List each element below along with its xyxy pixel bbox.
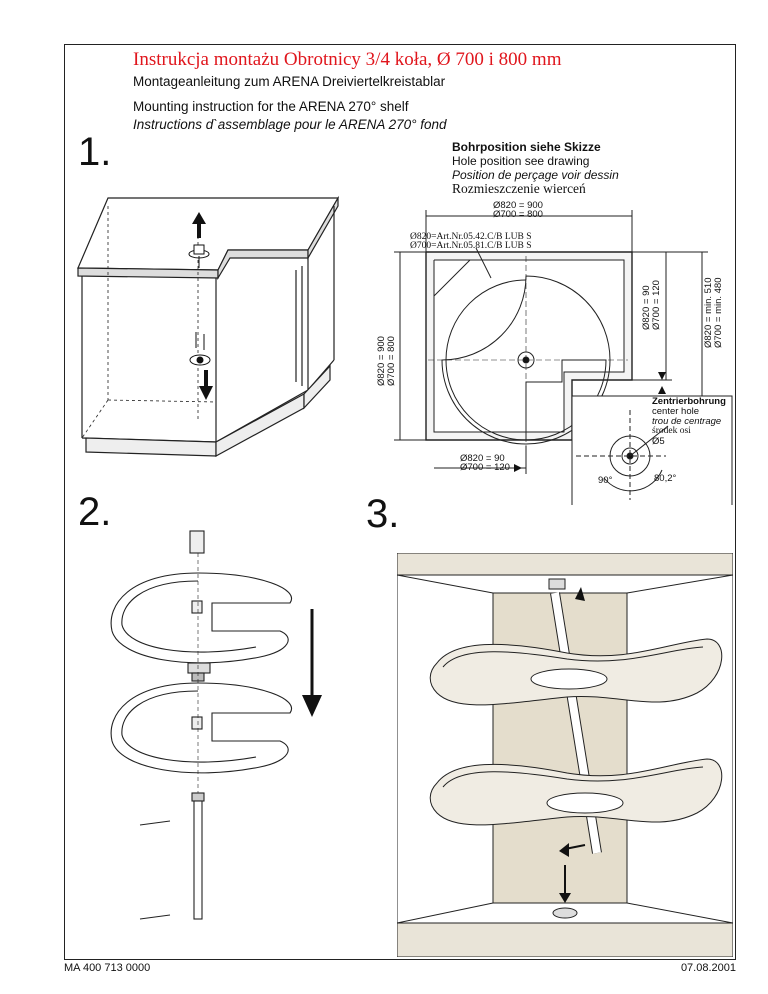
dim-right2-820: Ø820 = min. 510 — [703, 277, 714, 348]
dim-top-820: Ø820 = 900 — [493, 200, 543, 211]
step-2-number: 2. — [78, 490, 112, 534]
footer-date: 07.08.2001 — [680, 962, 736, 974]
center-hole-fr: trou de centrage — [652, 416, 722, 427]
footer-document-number: MA 400 713 0000 — [64, 962, 151, 974]
step-1-number: 1. — [78, 130, 112, 174]
art-number-700: Ø700=Art.Nr.05.81.C/B LUB S — [410, 241, 532, 251]
dim-top-700: Ø700 = 800 — [493, 209, 543, 220]
dim-left-700: Ø700 = 800 — [386, 336, 397, 386]
center-hole-pl: środek osi — [652, 426, 691, 436]
dim-right1-820: Ø820 = 90 — [641, 285, 652, 330]
hole-position-heading — [452, 140, 619, 196]
step2-exploded-drawing — [100, 525, 340, 945]
dim-right2-700: Ø700 = min. 480 — [713, 277, 724, 348]
dim-bottom-700: Ø700 = 120 — [460, 462, 510, 473]
angle-90: 90° — [598, 475, 613, 486]
dim-right1-700: Ø700 = 120 — [651, 280, 662, 330]
step3-installed-drawing — [397, 553, 733, 957]
dim-left-820: Ø820 = 900 — [376, 336, 387, 386]
angle-80-2: 80,2° — [654, 473, 677, 484]
center-hole-de: Zentrierbohrung — [652, 396, 726, 407]
title-english: Mounting instruction for the ARENA 270° shelf — [133, 99, 409, 114]
hole-position-de: Bohrposition siehe Skizze — [452, 140, 601, 154]
title-polish: Instrukcja montażu Obrotnicy 3/4 koła, Ø 700 i 800 mm — [133, 49, 562, 70]
step-3-number: 3. — [366, 492, 400, 536]
dim-bottom-820: Ø820 = 90 — [460, 453, 505, 464]
title-german: Montageanleitung zum ARENA Dreiviertelkreistablar — [133, 74, 446, 89]
title-french: Instructions d`assemblage pour le ARENA 270° fond — [133, 117, 447, 132]
hole-position-pl: Rozmieszczenie wierceń — [452, 181, 586, 196]
hole-position-en: Hole position see drawing — [452, 154, 590, 168]
art-number-820: Ø820=Art.Nr.05.42.C/B LUB S — [410, 232, 532, 242]
step1-cabinet-drawing — [68, 190, 348, 465]
center-hole-diameter: Ø5 — [652, 436, 665, 447]
hole-position-fr: Position de perçage voir dessin — [452, 168, 619, 182]
center-hole-en: center hole — [652, 406, 700, 417]
